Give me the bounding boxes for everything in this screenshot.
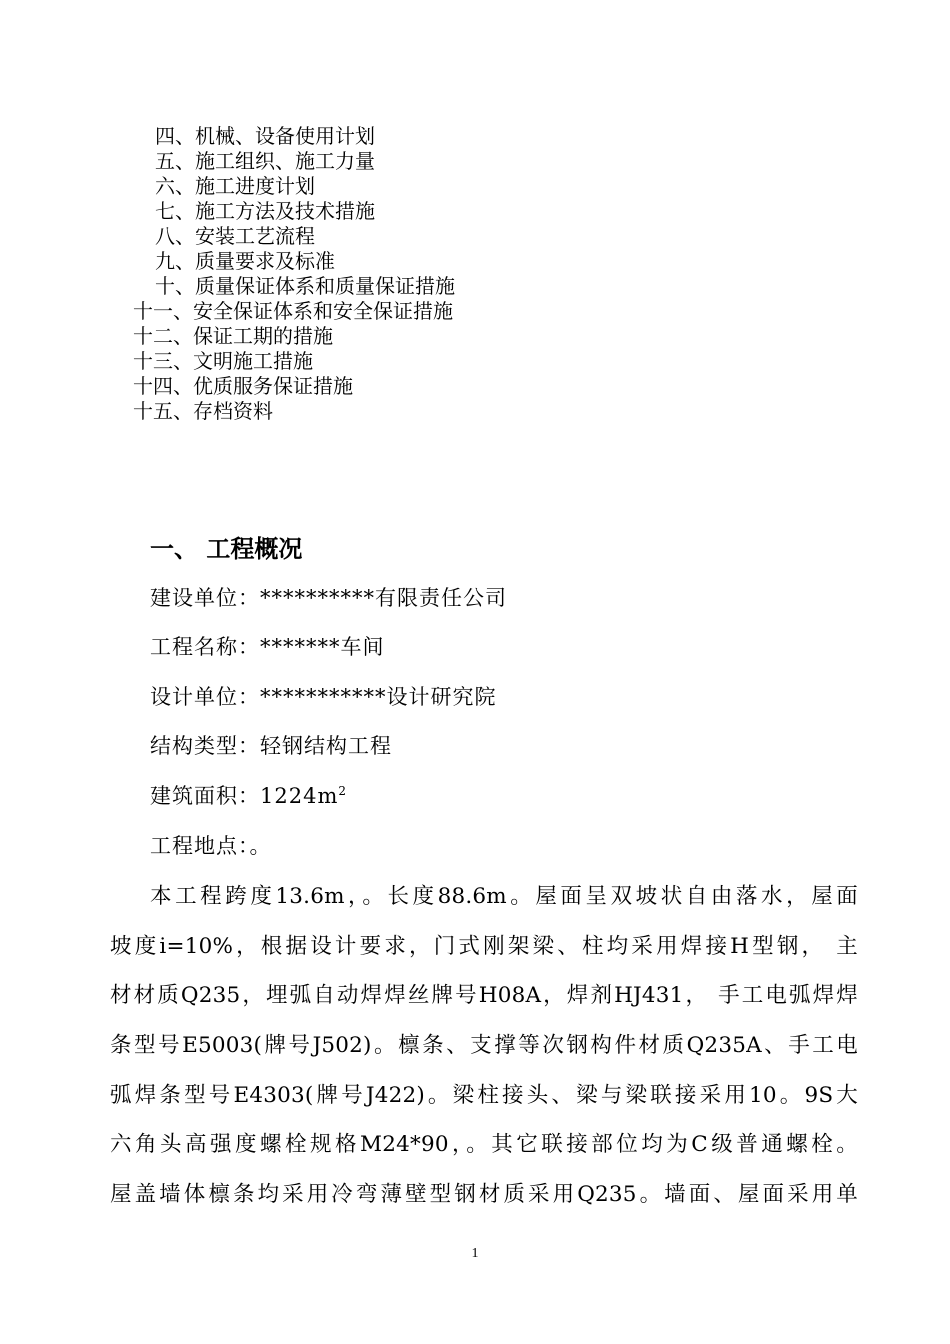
body-paragraph-line: 本工程跨度13.6m，。长度88.6m。屋面呈双坡状自由落水，屋面 bbox=[150, 884, 858, 909]
designer-field: 设计单位：***********设计研究院 bbox=[150, 685, 497, 709]
toc-item: 十四、优质服务保证措施 bbox=[133, 374, 353, 398]
area-field bbox=[150, 781, 347, 811]
location-field: 工程地点：。 bbox=[150, 834, 272, 858]
toc-item: 六、施工进度计划 bbox=[155, 174, 315, 198]
client-field: 建设单位：**********有限责任公司 bbox=[150, 586, 507, 610]
toc-item: 十一、安全保证体系和安全保证措施 bbox=[133, 299, 453, 323]
toc-item: 四、机械、设备使用计划 bbox=[155, 124, 375, 148]
body-paragraph-line: 弧焊条型号E4303(牌号J422)。梁柱接头、梁与梁联接采用10。9S大 bbox=[110, 1083, 858, 1108]
toc-item: 七、施工方法及技术措施 bbox=[155, 199, 375, 223]
body-paragraph-line: 坡度i=10%，根据设计要求，门式刚架梁、柱均采用焊接H型钢， 主 bbox=[110, 934, 858, 959]
toc-item: 九、质量要求及标准 bbox=[155, 249, 335, 273]
project-name-field: 工程名称：*******车间 bbox=[150, 635, 385, 659]
section-heading: 一、 工程概况 bbox=[150, 534, 303, 563]
toc-item: 十三、文明施工措施 bbox=[133, 349, 313, 373]
toc-item: 十二、保证工期的措施 bbox=[133, 324, 333, 348]
toc-item: 五、施工组织、施工力量 bbox=[155, 149, 375, 173]
toc-item: 十、质量保证体系和质量保证措施 bbox=[155, 274, 455, 298]
body-paragraph-line: 条型号E5003(牌号J502)。檩条、支撑等次钢构件材质Q235A、手工电 bbox=[110, 1033, 858, 1058]
body-paragraph-line: 六角头高强度螺栓规格M24*90，。其它联接部位均为C级普通螺栓。 bbox=[110, 1132, 858, 1157]
area-superscript: 2 bbox=[338, 784, 347, 798]
structure-type-field: 结构类型：轻钢结构工程 bbox=[150, 734, 392, 758]
toc-item: 八、安装工艺流程 bbox=[155, 224, 315, 248]
page-number: 1 bbox=[471, 1246, 479, 1261]
toc-item: 十五、存档资料 bbox=[133, 399, 273, 423]
body-paragraph-line: 材材质Q235，埋弧自动焊焊丝牌号H08A，焊剂HJ431， 手工电弧焊焊 bbox=[110, 983, 858, 1008]
body-paragraph-line: 屋盖墙体檩条均采用冷弯薄壁型钢材质采用Q235。墙面、屋面采用单 bbox=[110, 1182, 858, 1207]
area-text: 建筑面积：1224m bbox=[150, 784, 339, 808]
